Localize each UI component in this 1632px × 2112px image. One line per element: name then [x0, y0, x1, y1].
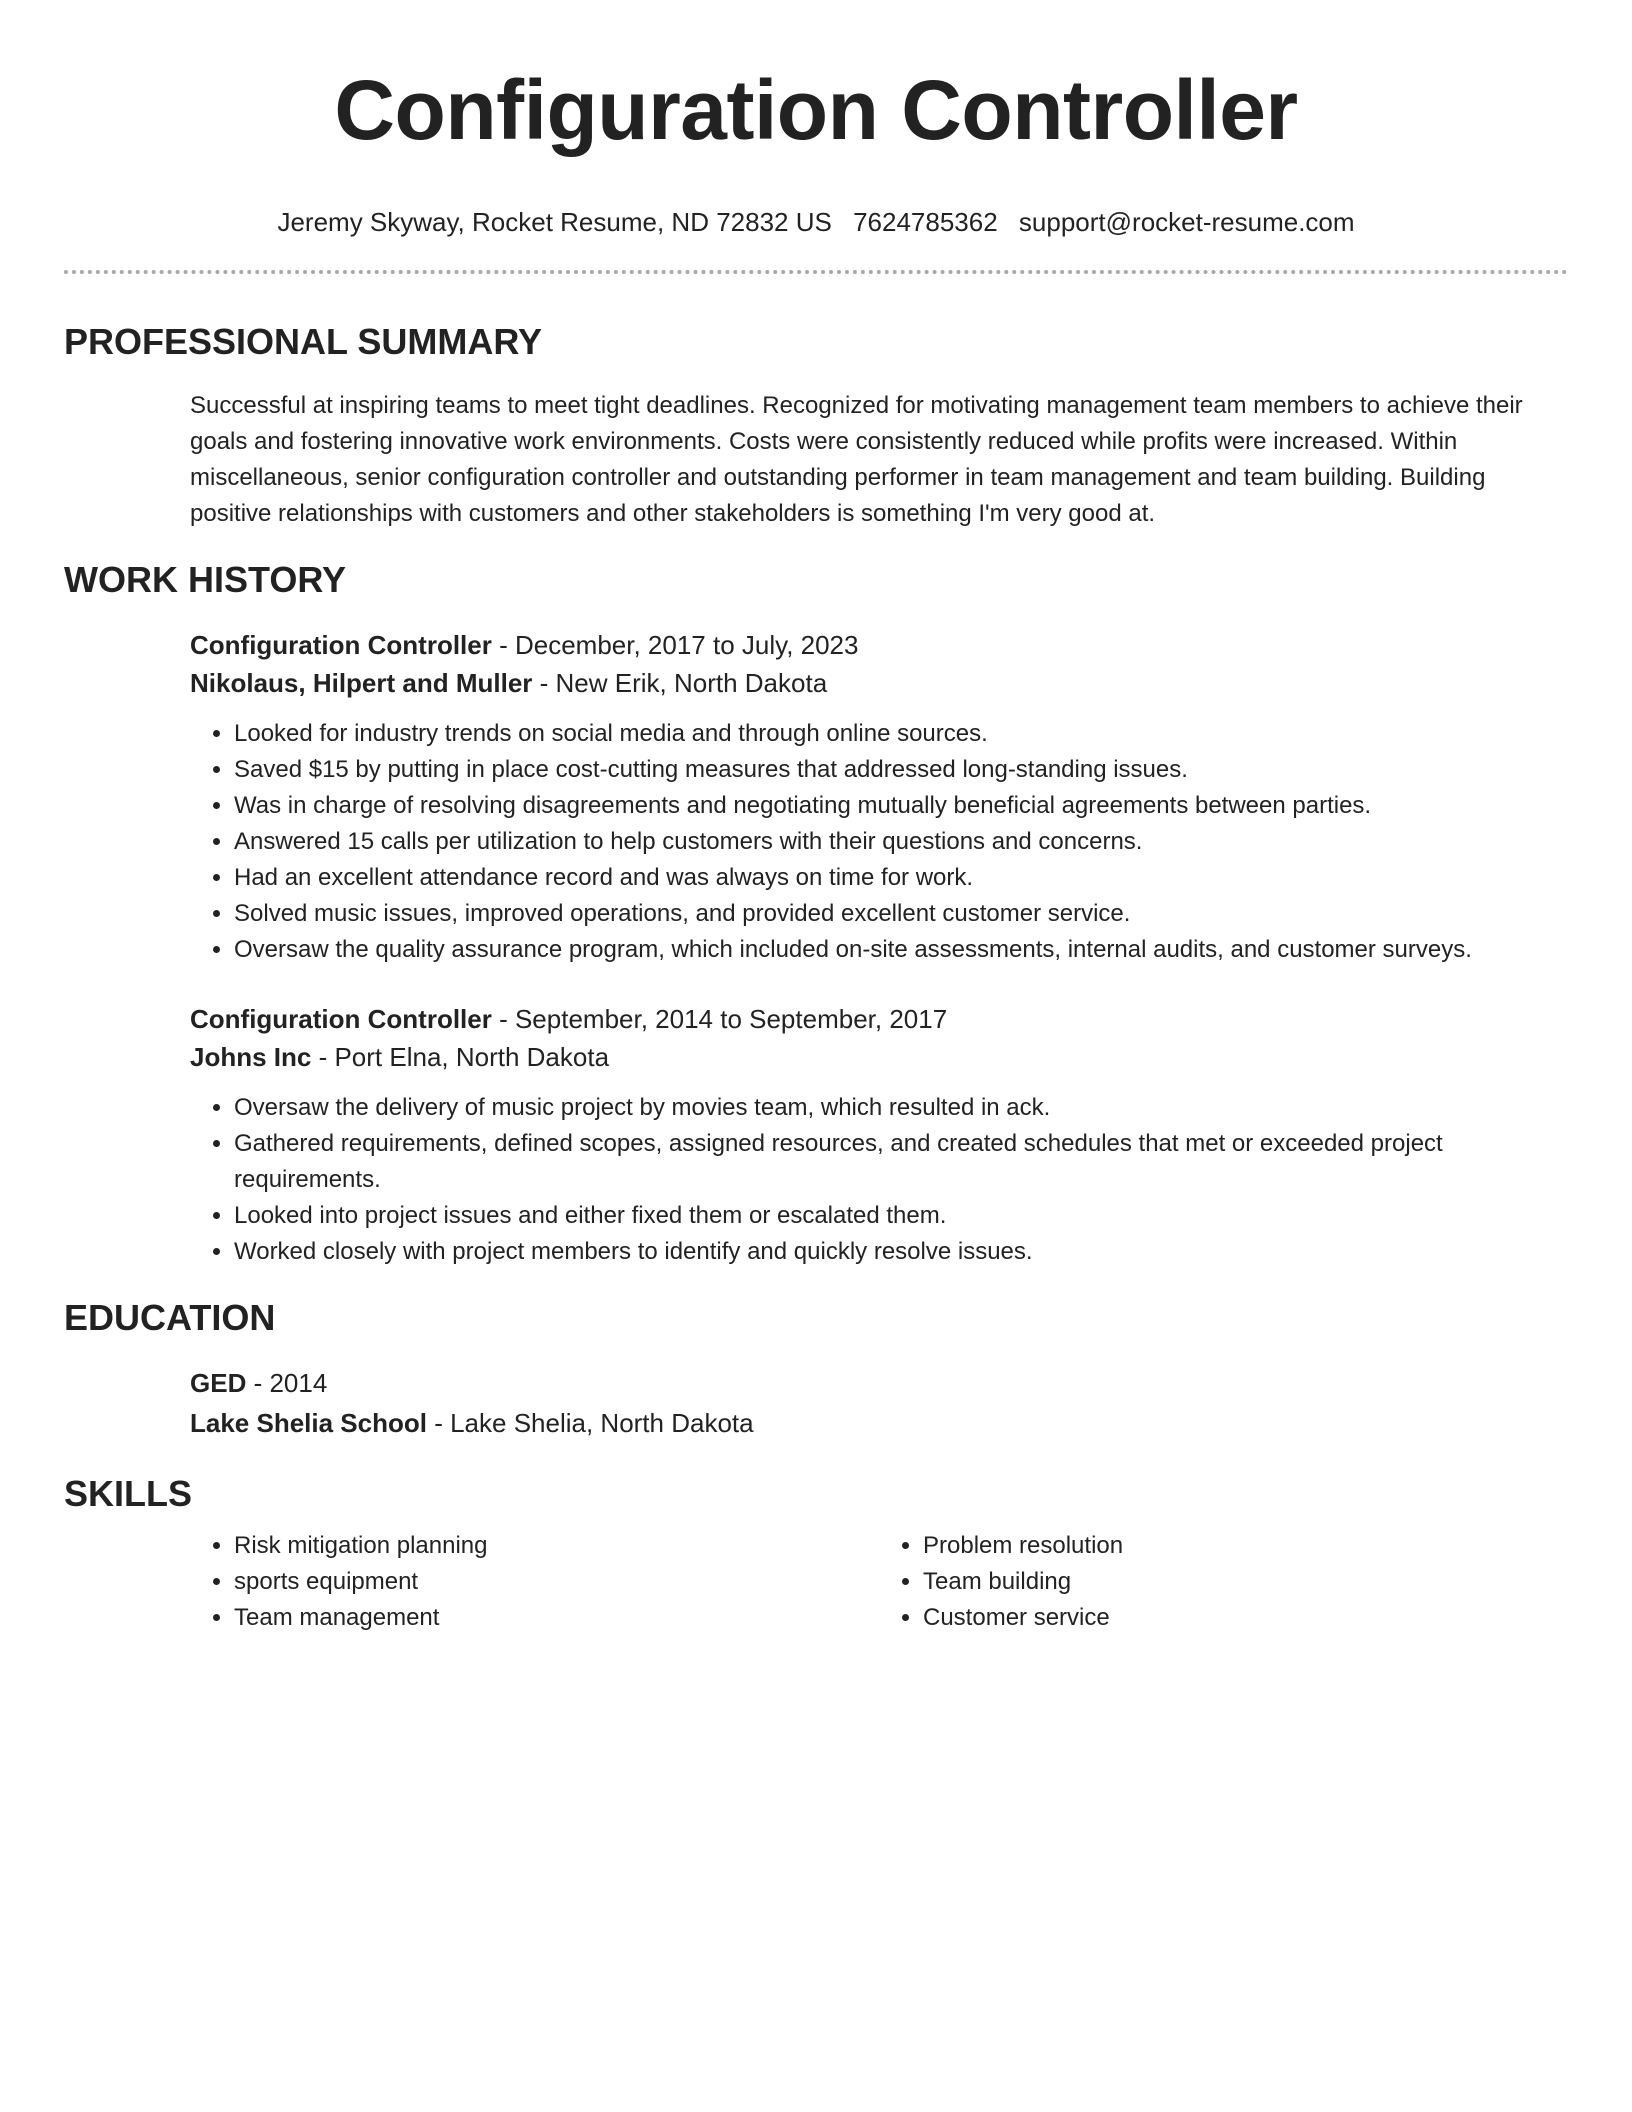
work-history-heading: WORK HISTORY — [64, 559, 347, 600]
list-item: • Gathered requirements, defined scopes, assigned resources, and created schedules that met or exceeded project requirements. — [234, 1126, 1568, 1198]
education-heading: EDUCATION — [64, 1297, 276, 1338]
job-location: - New Erik, North Dakota — [532, 668, 828, 698]
job-company-line — [190, 664, 1568, 702]
job-role: Configuration Controller — [190, 630, 492, 660]
candidate-name: Configuration Controller — [334, 63, 1298, 157]
list-item: • Oversaw the delivery of music project by movies team, which resulted in ack. — [234, 1090, 1568, 1126]
skills-section — [64, 1472, 1568, 1636]
list-item: • Answered 15 calls per utilization to help customers with their questions and concerns. — [234, 824, 1568, 860]
list-item: • Looked into project issues and either fixed them or escalated them. — [234, 1198, 1568, 1234]
summary-heading: PROFESSIONAL SUMMARY — [64, 321, 543, 362]
summary-section — [64, 320, 1568, 532]
job-role: Configuration Controller — [190, 1004, 492, 1034]
job-company: Nikolaus, Hilpert and Muller — [190, 668, 533, 698]
school-location: - Lake Shelia, North Dakota — [426, 1408, 754, 1438]
list-item: • Team building — [923, 1564, 1568, 1600]
work-history-section — [64, 558, 1568, 1270]
job-dates: - December, 2017 to July, 2023 — [491, 630, 859, 660]
education-section — [64, 1296, 1568, 1442]
list-item: • Had an excellent attendance record and was always on time for work. — [234, 860, 1568, 896]
list-item: • Problem resolution — [923, 1528, 1568, 1564]
degree-line — [190, 1364, 1568, 1402]
contact-email: support@rocket-resume.com — [1018, 207, 1355, 237]
job-bullets — [190, 716, 1568, 968]
job-entry — [190, 626, 1568, 968]
job-dates: - September, 2014 to September, 2017 — [491, 1004, 948, 1034]
contact-phone: 7624785362 — [853, 207, 998, 237]
summary-text: Successful at inspiring teams to meet tight deadlines. Recognized for motivating management team members to achieve their goals and fostering innovative work environments. Costs were consistently reduced while profits were increased. Within miscellaneous, senior configuration controller and outstanding performer in team management and team building. Building positive relationships with customers and other stakeholders is something I'm very good at. — [190, 392, 1523, 527]
list-item: • Customer service — [923, 1600, 1568, 1636]
job-bullets — [190, 1090, 1568, 1270]
list-item: • Was in charge of resolving disagreements and negotiating mutually beneficial agreements between parties. — [234, 788, 1568, 824]
school-line — [190, 1404, 1568, 1442]
skills-heading: SKILLS — [64, 1473, 193, 1514]
list-item: • Worked closely with project members to identify and quickly resolve issues. — [234, 1234, 1568, 1270]
list-item: • Solved music issues, improved operations, and provided excellent customer service. — [234, 896, 1568, 932]
skills-list-left — [190, 1528, 879, 1636]
header-divider — [64, 270, 1568, 274]
job-title-line — [190, 626, 1568, 664]
contact-address: Jeremy Skyway, Rocket Resume, ND 72832 US — [277, 207, 832, 237]
job-company: Johns Inc — [190, 1042, 312, 1072]
list-item: • sports equipment — [234, 1564, 879, 1600]
job-company-line — [190, 1038, 1568, 1076]
job-title-line — [190, 1000, 1568, 1038]
skills-list-right — [879, 1528, 1568, 1636]
contact-line — [64, 206, 1568, 238]
skills-grid — [190, 1528, 1568, 1636]
list-item: • Team management — [234, 1600, 879, 1636]
list-item: • Oversaw the quality assurance program, which included on-site assessments, internal audits, and customer surveys. — [234, 932, 1568, 968]
job-location: - Port Elna, North Dakota — [311, 1042, 610, 1072]
school: Lake Shelia School — [190, 1408, 427, 1438]
degree: GED — [190, 1368, 247, 1398]
job-entry — [190, 1000, 1568, 1270]
degree-year: - 2014 — [246, 1368, 328, 1398]
list-item: • Risk mitigation planning — [234, 1528, 879, 1564]
list-item: • Looked for industry trends on social media and through online sources. — [234, 716, 1568, 752]
list-item: • Saved $15 by putting in place cost-cutting measures that addressed long-standing issues. — [234, 752, 1568, 788]
